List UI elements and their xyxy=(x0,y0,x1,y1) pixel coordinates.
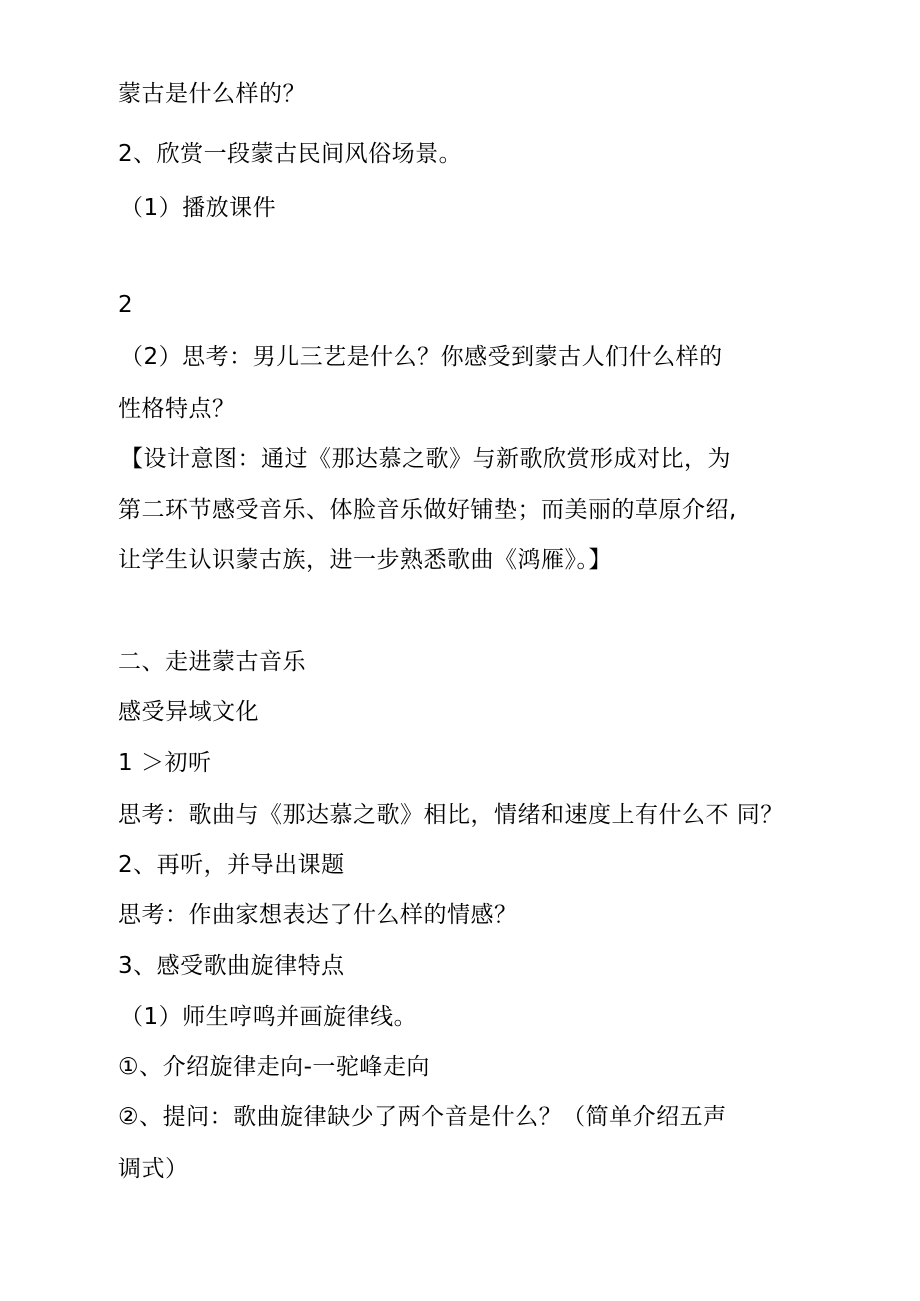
text-line: 性格特点？ xyxy=(118,396,236,422)
text-line: 蒙古是什么样的？ xyxy=(118,81,306,107)
text-line: ②、提问：歌曲旋律缺少了两个音是什么？（简单介绍五声 xyxy=(118,1104,727,1130)
text-line: 思考：作曲家想表达了什么样的情感？ xyxy=(118,902,518,928)
design-intent-line: 第二环节感受音乐、体脸音乐做好铺垫；而美丽的草原介绍, xyxy=(118,497,737,523)
text-line: （2）思考：男儿三艺是什么？你感受到蒙古人们什么样的 xyxy=(120,344,723,370)
text-line: 思考：歌曲与《那达慕之歌》相比，情绪和速度上有什么不 同？ xyxy=(118,802,784,828)
text-line: 2、再听，并导出课题 xyxy=(118,852,345,878)
text-line: （1）播放课件 xyxy=(120,195,277,221)
text-line: 2、欣赏一段蒙古民间风俗场景。 xyxy=(118,141,463,167)
text-line: 调式） xyxy=(118,1156,189,1182)
text-line: ①、介绍旋律走向-一驼峰走向 xyxy=(118,1054,430,1080)
text-line: （1）师生哼鸣并画旋律线。 xyxy=(120,1004,418,1030)
section-heading: 二、走进蒙古音乐 xyxy=(118,649,306,675)
text-line: 3、感受歌曲旋律特点 xyxy=(118,953,345,979)
text-line: 1 ＞初听 xyxy=(118,750,212,776)
page-number: 2 xyxy=(118,292,134,318)
section-subheading: 感受异域文化 xyxy=(118,699,259,725)
design-intent-line: 让学生认识蒙古族，进一步熟悉歌曲《鸿雁》。】 xyxy=(118,547,612,573)
design-intent-line: 【设计意图：通过《那达慕之歌》与新歌欣赏形成对比，为 xyxy=(120,446,731,472)
